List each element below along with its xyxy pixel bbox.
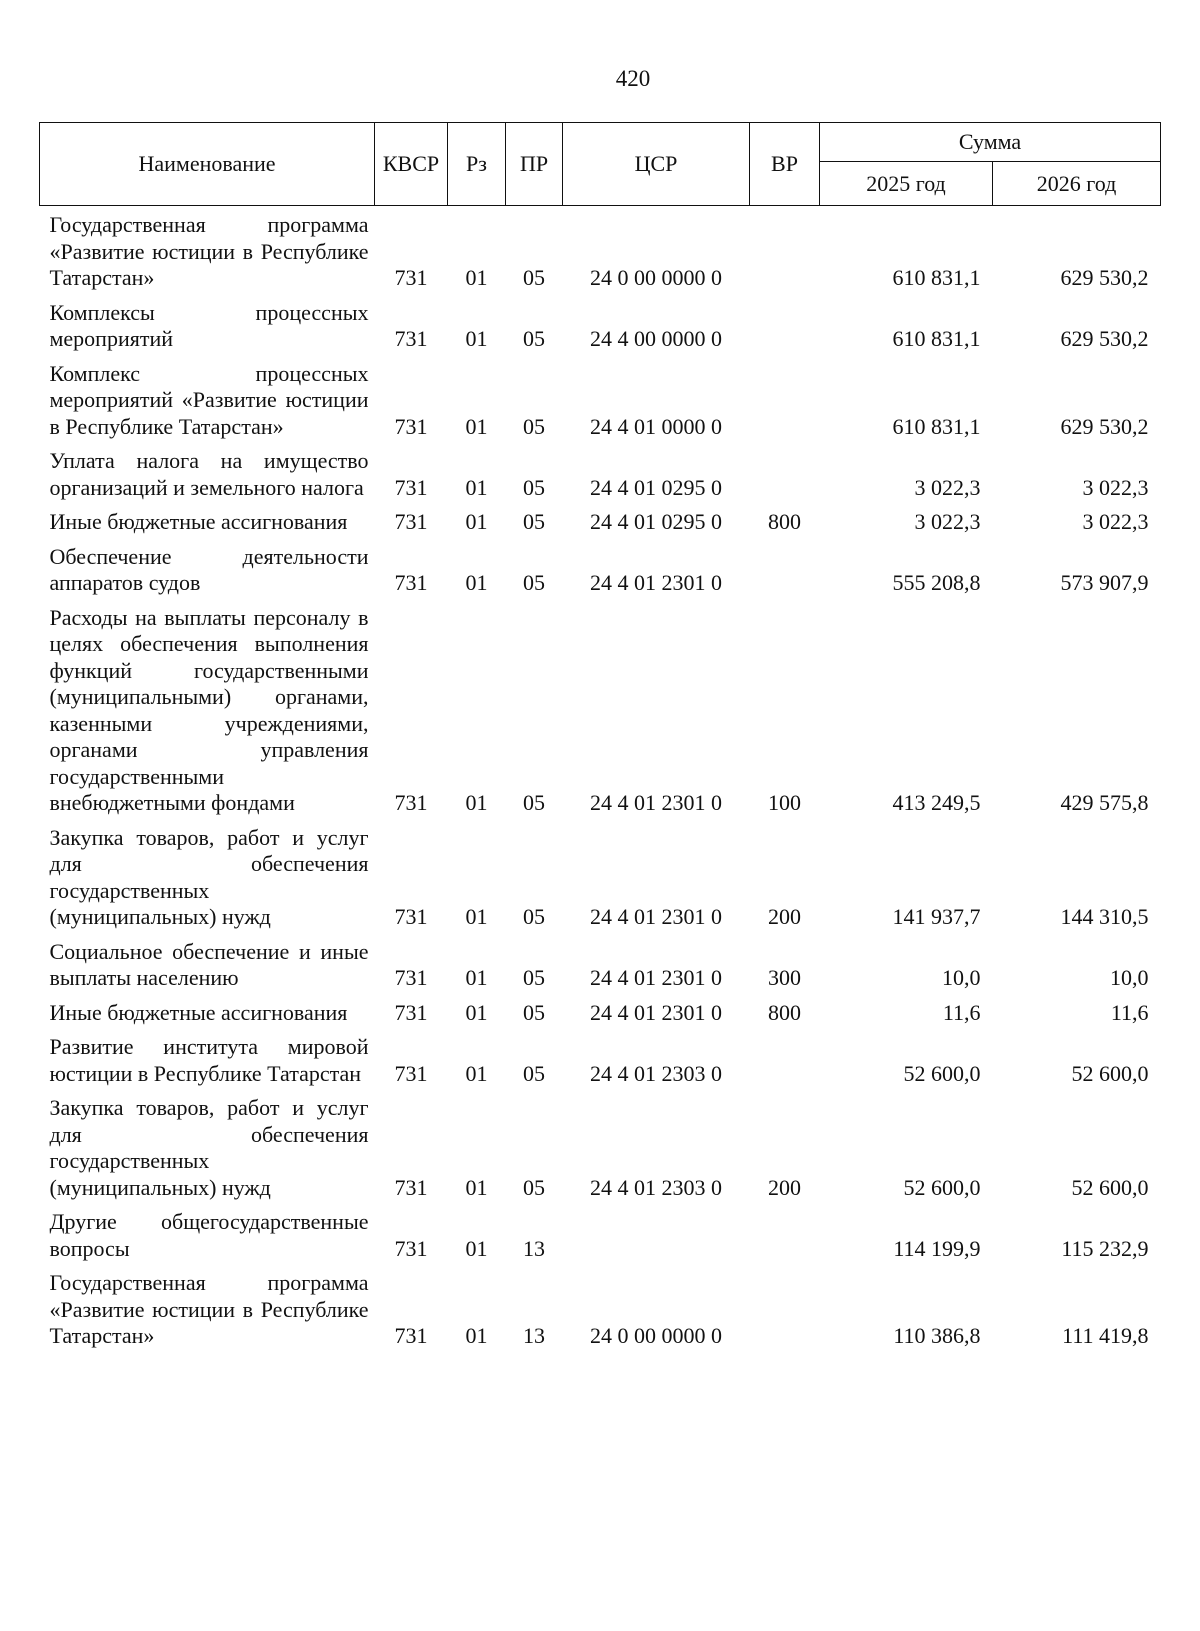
row-amount-2026: 52 600,0 (1071, 1060, 1149, 1086)
row-amount-2026: 115 232,9 (1061, 1235, 1149, 1261)
row-amount-2025: 52 600,0 (903, 1060, 981, 1086)
row-csr: 24 0 00 0000 0 (590, 265, 722, 290)
header-kvsr: КВСР (375, 123, 448, 206)
row-csr (563, 1206, 750, 1267)
row-kvsr: 731 (394, 790, 428, 815)
row-csr: 24 4 01 0000 0 (590, 413, 722, 439)
row-name: Комплекс процессных мероприятий «Развитие юстиции в Республике Татарстан» (49, 360, 369, 439)
row-amount-2025: 3 022,3 (914, 509, 981, 534)
row-amount-2026: 429 575,8 (1060, 790, 1149, 815)
row-kvsr: 731 (394, 509, 428, 534)
header-name: Наименование (40, 123, 375, 206)
table-row (40, 997, 1161, 1032)
row-kvsr: 731 (394, 1235, 428, 1261)
row-rz: 01 (465, 474, 488, 500)
row-vr: 800 (768, 509, 801, 534)
row-rz: 01 (465, 1060, 488, 1086)
row-vr (750, 1031, 820, 1092)
row-kvsr: 731 (394, 904, 428, 929)
row-rz: 01 (465, 1174, 488, 1200)
row-name: Закупка товаров, работ и услуг для обеспечения государственных (муниципальных) нужд (49, 1095, 369, 1200)
row-amount-2026: 52 600,0 (1071, 1174, 1149, 1200)
row-amount-2026: 573 907,9 (1060, 570, 1149, 595)
header-year-2025: 2025 год (820, 162, 993, 206)
row-amount-2026: 10,0 (1110, 965, 1149, 990)
row-pr: 13 (523, 1323, 545, 1348)
row-name: Обеспечение деятельности аппаратов судов (49, 543, 369, 595)
row-pr: 05 (523, 474, 545, 500)
header-csr: ЦСР (563, 123, 750, 206)
row-csr: 24 4 01 2301 0 (590, 790, 722, 815)
row-name: Другие общегосударственные вопросы (49, 1209, 369, 1261)
table-row (40, 445, 1161, 506)
row-amount-2026: 629 530,2 (1060, 265, 1149, 290)
row-csr: 24 4 01 2301 0 (590, 570, 722, 595)
budget-table (39, 122, 1161, 1355)
row-vr (750, 1206, 820, 1267)
page-number: 420 (615, 66, 651, 91)
header-pr: ПР (506, 123, 563, 206)
row-pr: 05 (523, 326, 545, 351)
row-rz: 01 (465, 413, 488, 439)
row-name: Развитие института мировой юстиции в Республике Татарстан (49, 1034, 369, 1086)
row-kvsr: 731 (394, 474, 428, 500)
row-rz: 01 (465, 999, 488, 1025)
row-pr: 05 (523, 999, 545, 1025)
row-rz: 01 (465, 965, 488, 990)
row-kvsr: 731 (394, 965, 428, 990)
row-amount-2025: 52 600,0 (903, 1174, 981, 1200)
row-amount-2025: 3 022,3 (914, 474, 981, 500)
row-kvsr: 731 (394, 326, 428, 351)
row-amount-2025: 610 831,1 (892, 265, 981, 290)
row-pr: 05 (523, 570, 545, 595)
table-row (40, 1092, 1161, 1206)
row-vr: 300 (768, 965, 801, 990)
row-rz: 01 (465, 790, 488, 815)
row-csr: 24 4 01 0295 0 (590, 509, 722, 534)
row-pr: 05 (523, 509, 545, 534)
row-amount-2026: 629 530,2 (1060, 413, 1149, 439)
table-row (40, 506, 1161, 541)
row-rz: 01 (465, 570, 488, 595)
row-name: Закупка товаров, работ и услуг для обеспечения государственных (муниципальных) нужд (49, 824, 369, 929)
row-vr (750, 206, 820, 297)
row-rz: 01 (465, 904, 488, 929)
row-kvsr: 731 (394, 1060, 428, 1086)
row-kvsr: 731 (394, 570, 428, 595)
row-rz: 01 (465, 1323, 488, 1348)
row-pr: 05 (523, 1174, 545, 1200)
row-amount-2025: 555 208,8 (892, 570, 981, 595)
row-vr: 100 (768, 790, 801, 815)
row-csr: 24 4 00 0000 0 (590, 326, 722, 351)
row-name: Расходы на выплаты персоналу в целях обеспечения выполнения функций государственными (муниципальными) органами, казенными учреждениями, органами управления государственными внебюджетными фондами (49, 604, 369, 815)
row-kvsr: 731 (394, 1174, 428, 1200)
row-name: Государственная программа «Развитие юстиции в Республике Татарстан» (49, 212, 369, 290)
row-csr: 24 4 01 2301 0 (590, 999, 722, 1025)
table-row (40, 936, 1161, 997)
row-amount-2026: 11,6 (1110, 999, 1149, 1025)
table-row (40, 541, 1161, 602)
table-header (40, 123, 1161, 206)
row-pr: 05 (523, 1060, 545, 1086)
header-rz: Рз (448, 123, 506, 206)
row-pr: 05 (523, 965, 545, 990)
row-vr: 200 (768, 904, 801, 929)
row-amount-2026: 3 022,3 (1082, 474, 1149, 500)
row-vr (750, 1267, 820, 1355)
row-amount-2025: 10,0 (942, 965, 981, 990)
row-kvsr: 731 (394, 1323, 428, 1348)
table-row (40, 1267, 1161, 1355)
row-pr: 05 (523, 265, 545, 290)
row-csr: 24 4 01 2301 0 (590, 965, 722, 990)
row-pr: 13 (523, 1235, 545, 1261)
table-body (40, 206, 1161, 1355)
row-vr: 200 (768, 1174, 801, 1200)
header-vr: ВР (750, 123, 820, 206)
table-row (40, 1031, 1161, 1092)
row-vr (750, 541, 820, 602)
row-amount-2026: 3 022,3 (1082, 509, 1149, 534)
row-amount-2026: 144 310,5 (1060, 904, 1149, 929)
row-name: Комплексы процессных мероприятий (49, 299, 369, 351)
row-rz: 01 (465, 509, 488, 534)
row-kvsr: 731 (394, 413, 428, 439)
table-row (40, 206, 1161, 297)
row-csr: 24 4 01 0295 0 (590, 474, 722, 500)
row-kvsr: 731 (394, 999, 428, 1025)
row-kvsr: 731 (394, 265, 428, 290)
header-year-2026: 2026 год (993, 162, 1161, 206)
row-amount-2025: 413 249,5 (892, 790, 981, 815)
row-csr: 24 0 00 0000 0 (590, 1323, 722, 1348)
row-amount-2026: 629 530,2 (1060, 326, 1149, 351)
row-name: Социальное обеспечение и иные выплаты населению (49, 938, 369, 990)
table-row (40, 822, 1161, 936)
row-amount-2025: 610 831,1 (892, 326, 981, 351)
row-vr (750, 358, 820, 446)
row-amount-2025: 114 199,9 (893, 1235, 981, 1261)
row-name: Иные бюджетные ассигнования (49, 509, 348, 534)
row-amount-2026: 111 419,8 (1062, 1323, 1149, 1348)
row-name: Уплата налога на имущество организаций и земельного налога (49, 448, 369, 500)
table-row (40, 297, 1161, 358)
row-name: Иные бюджетные ассигнования (49, 999, 348, 1025)
row-rz: 01 (465, 1235, 488, 1261)
row-amount-2025: 11,6 (942, 999, 981, 1025)
row-rz: 01 (465, 265, 488, 290)
row-pr: 05 (523, 413, 545, 439)
row-name: Государственная программа «Развитие юстиции в Республике Татарстан» (49, 1270, 369, 1348)
table-row (40, 1206, 1161, 1267)
row-amount-2025: 610 831,1 (892, 413, 981, 439)
row-amount-2025: 141 937,7 (892, 904, 981, 929)
header-sum: Сумма (820, 123, 1161, 162)
row-csr: 24 4 01 2303 0 (590, 1060, 722, 1086)
table-row (40, 358, 1161, 446)
row-csr: 24 4 01 2301 0 (590, 904, 722, 929)
row-vr (750, 297, 820, 358)
row-pr: 05 (523, 790, 545, 815)
row-vr (750, 445, 820, 506)
row-amount-2025: 110 386,8 (893, 1323, 981, 1348)
row-rz: 01 (465, 326, 488, 351)
row-csr: 24 4 01 2303 0 (590, 1174, 722, 1200)
table-row (40, 602, 1161, 822)
row-vr: 800 (768, 999, 801, 1025)
row-pr: 05 (523, 904, 545, 929)
